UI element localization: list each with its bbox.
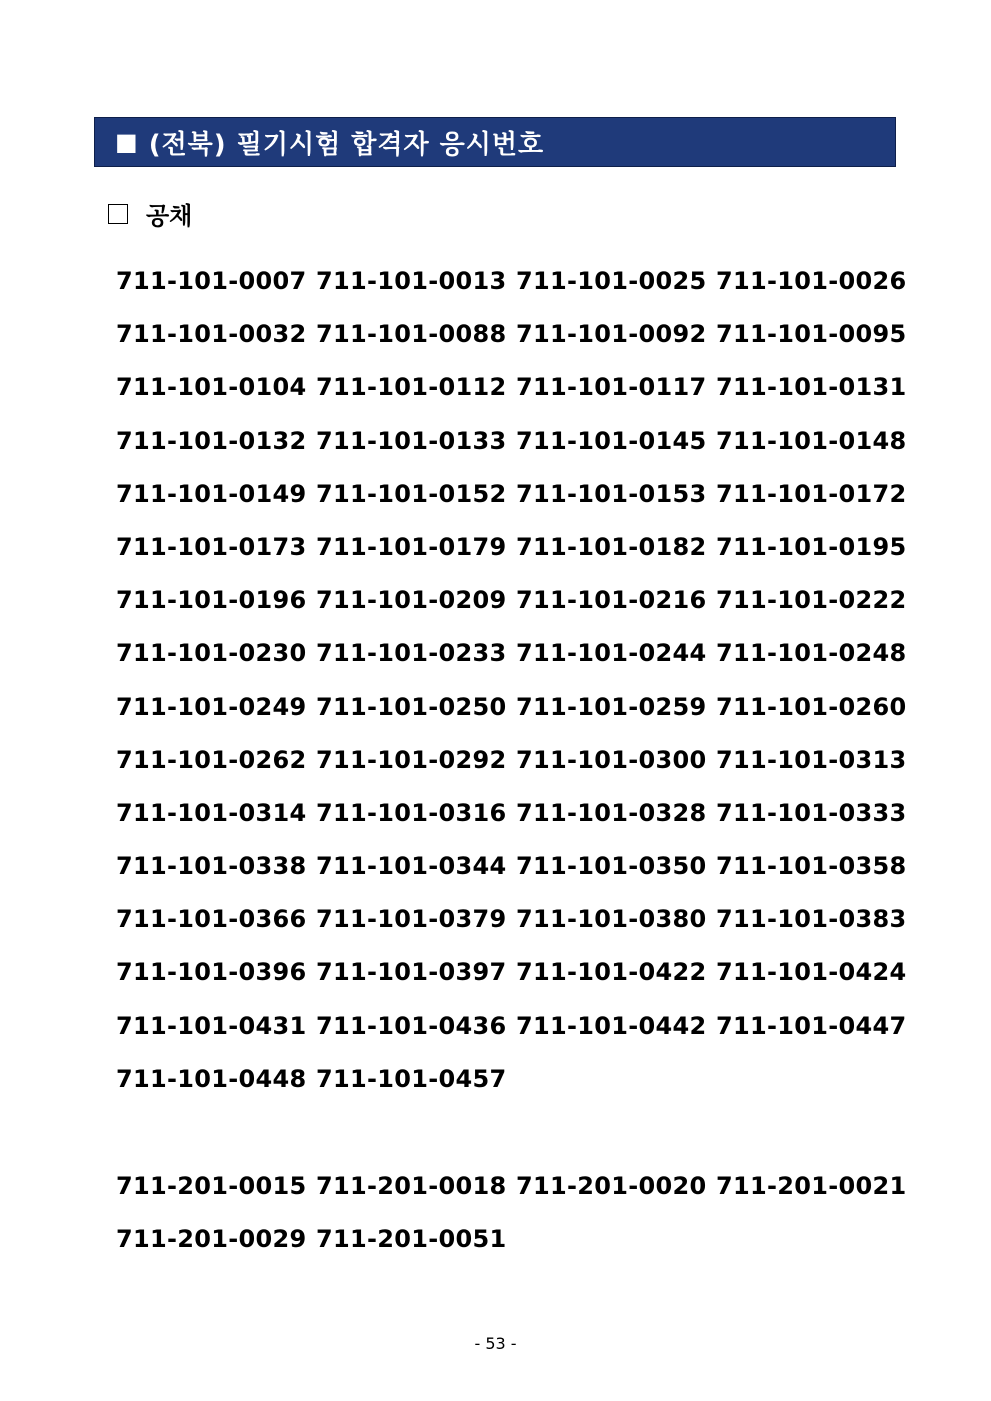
exam-number: 711-101-0442 (516, 1011, 707, 1040)
exam-number: 711-101-0026 (716, 267, 907, 295)
exam-number: 711-101-0172 (716, 479, 907, 508)
exam-number: 711-101-0447 (716, 1011, 907, 1040)
exam-number: 711-101-0095 (716, 320, 907, 349)
exam-number: 711-101-0338 (116, 852, 307, 881)
exam-number: 711-101-0244 (516, 639, 707, 668)
exam-number: 711-101-0152 (316, 479, 507, 508)
exam-number: 711-101-0424 (716, 958, 907, 987)
exam-number: 711-101-0457 (316, 1064, 507, 1093)
exam-number: 711-101-0233 (316, 639, 507, 668)
exam-number: 711-101-0431 (116, 1011, 307, 1040)
exam-number: 711-101-0104 (116, 373, 307, 402)
exam-number: 711-101-0448 (116, 1064, 307, 1093)
exam-number: 711-101-0148 (716, 426, 907, 455)
exam-number: 711-101-0422 (516, 958, 707, 987)
exam-number: 711-101-0314 (116, 798, 307, 827)
exam-number: 711-101-0149 (116, 479, 307, 508)
exam-number: 711-101-0216 (516, 586, 707, 615)
exam-number: 711-101-0032 (116, 320, 307, 349)
exam-number: 711-101-0179 (316, 532, 507, 561)
exam-number: 711-201-0021 (716, 1172, 907, 1200)
exam-number: 711-101-0145 (516, 426, 707, 455)
exam-number: 711-101-0396 (116, 958, 307, 987)
page-number: - 53 - (474, 1334, 517, 1353)
subsection-label: 공채 (146, 202, 193, 230)
section-header (94, 117, 896, 167)
exam-number: 711-101-0259 (516, 692, 707, 721)
exam-number: 711-101-0230 (116, 639, 307, 668)
exam-number: 711-201-0029 (116, 1225, 307, 1254)
exam-number: 711-101-0328 (516, 798, 707, 827)
exam-number-list-101 (116, 255, 916, 1106)
exam-number: 711-101-0350 (516, 852, 707, 881)
exam-number: 711-101-0173 (116, 532, 307, 561)
exam-number: 711-101-0088 (316, 320, 507, 349)
exam-number: 711-101-0262 (116, 745, 307, 774)
exam-number: 711-101-0248 (716, 639, 907, 668)
empty-checkbox-icon (108, 204, 128, 224)
square-bullet-icon: ■ (115, 128, 139, 156)
exam-number: 711-101-0209 (316, 586, 507, 615)
exam-number: 711-201-0020 (516, 1172, 707, 1200)
exam-number: 711-101-0196 (116, 586, 307, 615)
exam-number: 711-101-0383 (716, 905, 907, 934)
exam-number: 711-101-0366 (116, 905, 307, 934)
exam-number: 711-101-0436 (316, 1011, 507, 1040)
exam-number: 711-101-0292 (316, 745, 507, 774)
exam-number: 711-101-0013 (316, 267, 507, 295)
exam-number: 711-101-0380 (516, 905, 707, 934)
exam-number: 711-101-0092 (516, 320, 707, 349)
exam-number: 711-201-0015 (116, 1172, 307, 1200)
exam-number: 711-101-0344 (316, 852, 507, 881)
page-title: (전북) 필기시험 합격자 응시번호 (148, 129, 545, 160)
exam-number: 711-101-0260 (716, 692, 907, 721)
exam-number: 711-201-0018 (316, 1172, 507, 1200)
exam-number: 711-101-0117 (516, 373, 707, 402)
exam-number: 711-101-0131 (716, 373, 907, 402)
subsection-heading (108, 196, 192, 231)
exam-number: 711-101-0333 (716, 798, 907, 827)
exam-number: 711-101-0222 (716, 586, 907, 615)
exam-number: 711-101-0182 (516, 532, 707, 561)
exam-number: 711-101-0133 (316, 426, 507, 455)
exam-number: 711-101-0195 (716, 532, 907, 561)
exam-number: 711-101-0316 (316, 798, 507, 827)
exam-number: 711-101-0379 (316, 905, 507, 934)
exam-number: 711-101-0249 (116, 692, 307, 721)
exam-number: 711-101-0112 (316, 373, 507, 402)
exam-number: 711-101-0025 (516, 267, 707, 295)
exam-number: 711-101-0153 (516, 479, 707, 508)
exam-number: 711-101-0358 (716, 852, 907, 881)
exam-number: 711-101-0397 (316, 958, 507, 987)
exam-number: 711-101-0132 (116, 426, 307, 455)
exam-number: 711-201-0051 (316, 1225, 507, 1254)
exam-number: 711-101-0300 (516, 745, 707, 774)
exam-number-list-201 (116, 1160, 916, 1266)
exam-number: 711-101-0250 (316, 692, 507, 721)
exam-number: 711-101-0313 (716, 745, 907, 774)
exam-number: 711-101-0007 (116, 267, 307, 295)
